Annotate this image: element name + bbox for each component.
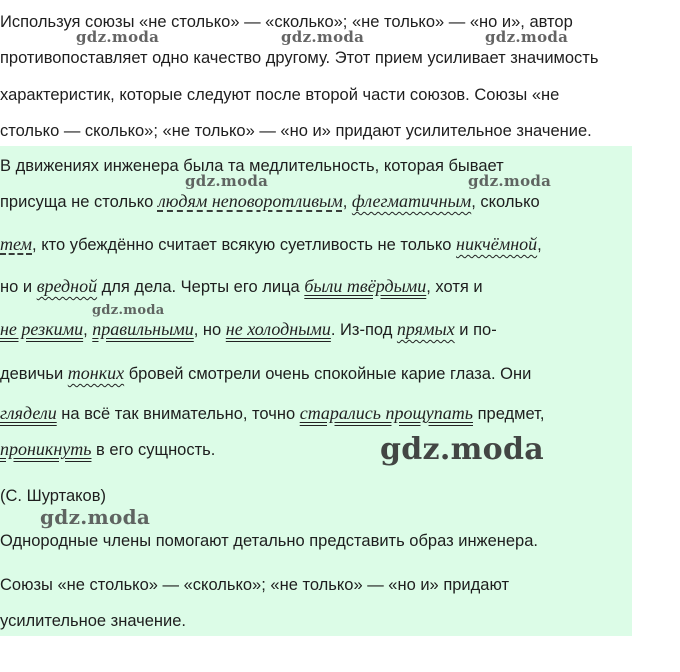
intro-line-4: столько — сколько»; «не только» — «но и» придают усилительное значение. bbox=[0, 122, 592, 140]
text: и по- bbox=[454, 321, 497, 339]
text: на всё так внимательно, точно bbox=[56, 405, 300, 423]
conclusion-line-2: Союзы «не столько» — «сколько»; «не только» — «но и» придают bbox=[0, 576, 510, 594]
homogeneous-member: тонких bbox=[67, 363, 125, 383]
text: . Из-под bbox=[330, 321, 397, 339]
passage-line-6 bbox=[0, 363, 531, 384]
intro-line-3: характеристик, которые следуют после второй части союзов. Союзы «не bbox=[0, 86, 560, 104]
text: но и bbox=[0, 278, 37, 296]
text: , но bbox=[193, 321, 226, 339]
text: для дела. Черты его лица bbox=[97, 278, 305, 296]
predicate-member: глядели bbox=[0, 403, 57, 423]
homogeneous-member: никчёмной bbox=[456, 234, 538, 254]
conclusion-line-3: усилительное значение. bbox=[0, 612, 187, 630]
text: девичьи bbox=[0, 365, 68, 383]
text: присуща не столько bbox=[0, 193, 158, 211]
passage-line-4 bbox=[0, 276, 483, 297]
predicate-member: не резкими bbox=[0, 319, 84, 339]
highlighted-passage-panel bbox=[0, 146, 632, 636]
homogeneous-member: прямых bbox=[396, 319, 455, 339]
passage-line-2 bbox=[0, 191, 540, 212]
text: , bbox=[342, 193, 352, 211]
watermark-logo: gdz.moda bbox=[468, 172, 552, 190]
watermark-logo: gdz.moda bbox=[40, 505, 151, 529]
watermark-logo: gdz.moda bbox=[485, 28, 569, 46]
predicate-member: проникнуть bbox=[0, 439, 92, 459]
watermark-logo: gdz.moda bbox=[76, 28, 160, 46]
homogeneous-member: флегматичным bbox=[351, 191, 472, 211]
predicate-member: были твёрдыми bbox=[304, 276, 427, 296]
text: , кто убеждённо считает всякую суетливость не только bbox=[32, 236, 457, 254]
text: бровей смотрели очень спокойные карие глаза. Они bbox=[124, 365, 532, 383]
predicate-member: старались прощупать bbox=[299, 403, 473, 423]
watermark-logo: gdz.moda bbox=[92, 303, 165, 318]
intro-line-1: Используя союзы «не столько» — «сколько»; «не только» — «но и», автор bbox=[0, 13, 573, 31]
author-attribution: (С. Шуртаков) bbox=[0, 487, 106, 505]
intro-line-2: противопоставляет одно качество другому. Этот прием усиливает значимость bbox=[0, 49, 599, 67]
passage-line-7 bbox=[0, 403, 544, 424]
watermark-logo: gdz.moda bbox=[380, 432, 545, 467]
passage-line-8 bbox=[0, 439, 215, 460]
subject-word: тем bbox=[0, 234, 33, 254]
text: , сколько bbox=[471, 193, 540, 211]
watermark-logo: gdz.moda bbox=[185, 172, 269, 190]
predicate-member: правильными bbox=[92, 319, 194, 339]
homogeneous-member: вредной bbox=[36, 276, 98, 296]
passage-line-1: В движениях инженера была та медлительность, которая бывает bbox=[0, 157, 504, 175]
passage-line-5 bbox=[0, 319, 497, 340]
text: предмет, bbox=[473, 405, 545, 423]
passage-line-3 bbox=[0, 234, 542, 255]
predicate-member: не холодными bbox=[225, 319, 331, 339]
conclusion-line-1: Однородные члены помогают детально представить образ инженера. bbox=[0, 532, 538, 550]
text: , bbox=[83, 321, 93, 339]
text: , хотя и bbox=[426, 278, 483, 296]
text: , bbox=[537, 236, 542, 254]
homogeneous-member: людям неповоротливым bbox=[157, 191, 343, 211]
text: в его сущность. bbox=[91, 441, 216, 459]
watermark-logo: gdz.moda bbox=[281, 28, 365, 46]
